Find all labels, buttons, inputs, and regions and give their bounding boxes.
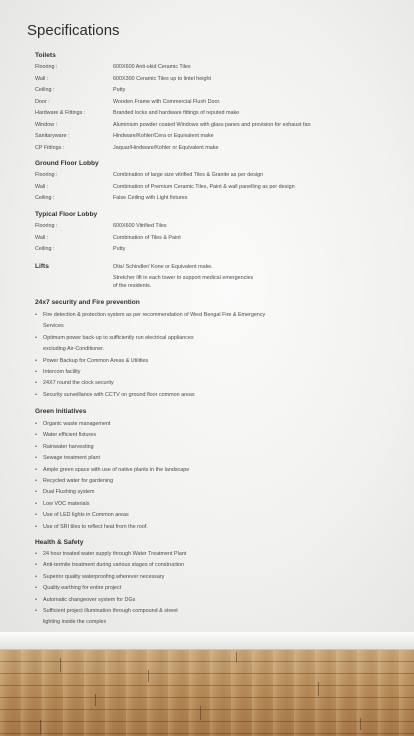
- bullet-icon: •: [35, 478, 37, 484]
- list-item-text: excluding Air-Conditioner.: [43, 346, 105, 353]
- list-item-text: Superior quality waterproofing wherever necessary: [43, 573, 165, 580]
- list-item-text: Rainwater harvesting: [43, 443, 94, 450]
- baseboard: [0, 632, 414, 650]
- spec-label: Wall :: [35, 75, 49, 82]
- list-item-text: Recycled water for gardening: [43, 478, 114, 484]
- bullet-icon: •: [35, 391, 37, 398]
- list-item-text: lighting inside the complex: [43, 619, 107, 626]
- bullet-icon: •: [35, 334, 37, 341]
- bullet-icon: •: [35, 443, 37, 450]
- bullet-icon: •: [35, 466, 37, 473]
- spec-value: Putty: [113, 246, 126, 252]
- spec-value: Putty: [113, 87, 126, 93]
- list-item-text: Low VOC materials: [43, 500, 90, 507]
- list-item-text: Use of SRI tiles to reflect heat from the roof.: [43, 523, 148, 530]
- spec-label: Hardware & Fittings :: [35, 110, 86, 116]
- spec-label: Flooring :: [35, 223, 58, 229]
- bullet-icon: •: [35, 523, 37, 530]
- spec-value: 600X300 Ceramic Tiles up to lintel height: [113, 75, 211, 82]
- spec-value: Wooden Frame with Commercial Flush Door.: [113, 98, 221, 105]
- spec-value: False Ceiling with Light fixtures: [113, 195, 188, 201]
- bullet-icon: •: [35, 551, 37, 557]
- spec-label: Ceiling :: [35, 195, 55, 201]
- bullet-icon: •: [35, 357, 37, 364]
- list-item-text: Fire detection & protection system as per recommendation of West Bengal Fire & Emergency: [43, 312, 266, 318]
- bullet-icon: •: [35, 573, 37, 580]
- section-title-typical-lobby: Typical Floor Lobby: [35, 211, 98, 218]
- list-item-text: Ample green space with use of native plants in the landscape: [43, 466, 190, 473]
- bullet-icon: •: [35, 369, 37, 375]
- list-item-text: Organic waste management: [43, 421, 111, 427]
- list-item-text: Sufficient project illumination through compound & street: [43, 608, 178, 614]
- page-title: Specifications: [27, 22, 120, 39]
- section-title-lifts: Lifts: [35, 263, 49, 270]
- spec-label: Sanitaryware :: [35, 133, 70, 139]
- spec-value: Combination of Tiles & Paint: [113, 234, 181, 241]
- bullet-icon: •: [35, 562, 37, 569]
- bullet-icon: •: [35, 312, 37, 318]
- spec-label: Wall :: [35, 234, 49, 241]
- bullet-icon: •: [35, 421, 37, 427]
- spec-value: Hindware/Kohler/Cera or Equivalent make: [113, 133, 214, 139]
- spec-label: Door :: [35, 98, 50, 105]
- bullet-icon: •: [35, 455, 37, 462]
- list-item-text: Dual Flushing system: [43, 489, 95, 496]
- spec-label: Ceiling :: [35, 246, 55, 252]
- spec-label: Flooring :: [35, 64, 58, 70]
- list-item-text: 24X7 round the clock security: [43, 380, 114, 387]
- section-title-toilets: Toilets: [35, 52, 56, 59]
- spec-value: Branded locks and hardware fittings of reputed make: [113, 110, 240, 116]
- bullet-icon: •: [35, 512, 37, 519]
- spec-label: CP Fittings :: [35, 144, 65, 151]
- list-item-text: 24 hour treated water supply through Water Treatment Plant: [43, 551, 187, 557]
- wooden-floor: [0, 650, 414, 736]
- list-item-text: Water efficient fixtures: [43, 432, 97, 439]
- bullet-icon: •: [35, 500, 37, 507]
- section-title-health: Health & Safety: [35, 539, 84, 546]
- list-item-text: Intercom facility: [43, 369, 81, 375]
- list-item-text: Services: [43, 323, 64, 330]
- bullet-icon: •: [35, 596, 37, 603]
- bullet-icon: •: [35, 432, 37, 439]
- bullet-icon: •: [35, 585, 37, 592]
- list-item-text: Optimum power back-up to sufficiently run electrical appliances: [43, 334, 194, 341]
- spec-label: Wall :: [35, 183, 49, 190]
- spec-value: Combination of large size vitrified Tiles & Granite as per design: [113, 172, 264, 178]
- list-item-text: Quality earthing for entire project: [43, 585, 122, 592]
- spec-value: 600X600 Vitrified Tiles: [113, 223, 167, 229]
- section-title-ground-lobby: Ground Floor Lobby: [35, 160, 99, 167]
- list-item-text: Security surveillance with CCTV on ground floor common areas: [43, 391, 195, 398]
- spec-value: Jaquar/Hindware/Kohler or Equivalent make: [113, 144, 219, 151]
- list-item-text: Power Backup for Common Areas & Utilities: [43, 357, 149, 364]
- bullet-icon: •: [35, 489, 37, 496]
- list-item-text: Sewage treatment plant: [43, 455, 100, 462]
- spec-label: Window :: [35, 121, 58, 128]
- spec-label: Ceiling :: [35, 87, 55, 93]
- spec-value: Aluminium powder coated Windows with glass panes and provision for exhaust fan: [113, 121, 311, 128]
- section-title-security: 24x7 security and Fire prevention: [35, 299, 140, 306]
- list-item-text: Use of LED lights in Common areas: [43, 512, 129, 519]
- list-item-text: Automatic changeover system for DGs: [43, 596, 136, 603]
- list-item-text: Anti-termite treatment during various stages of construction: [43, 562, 185, 569]
- section-title-green: Green Initiatives: [35, 408, 87, 415]
- spec-label: Flooring :: [35, 172, 58, 178]
- bullet-icon: •: [35, 608, 37, 614]
- bullet-icon: •: [35, 380, 37, 387]
- spec-value: Combination of Premium Ceramic Tiles, Paint & wall panelling as per design: [113, 183, 295, 190]
- spec-value: 600X600 Anti-skid Ceramic Tiles: [113, 64, 191, 70]
